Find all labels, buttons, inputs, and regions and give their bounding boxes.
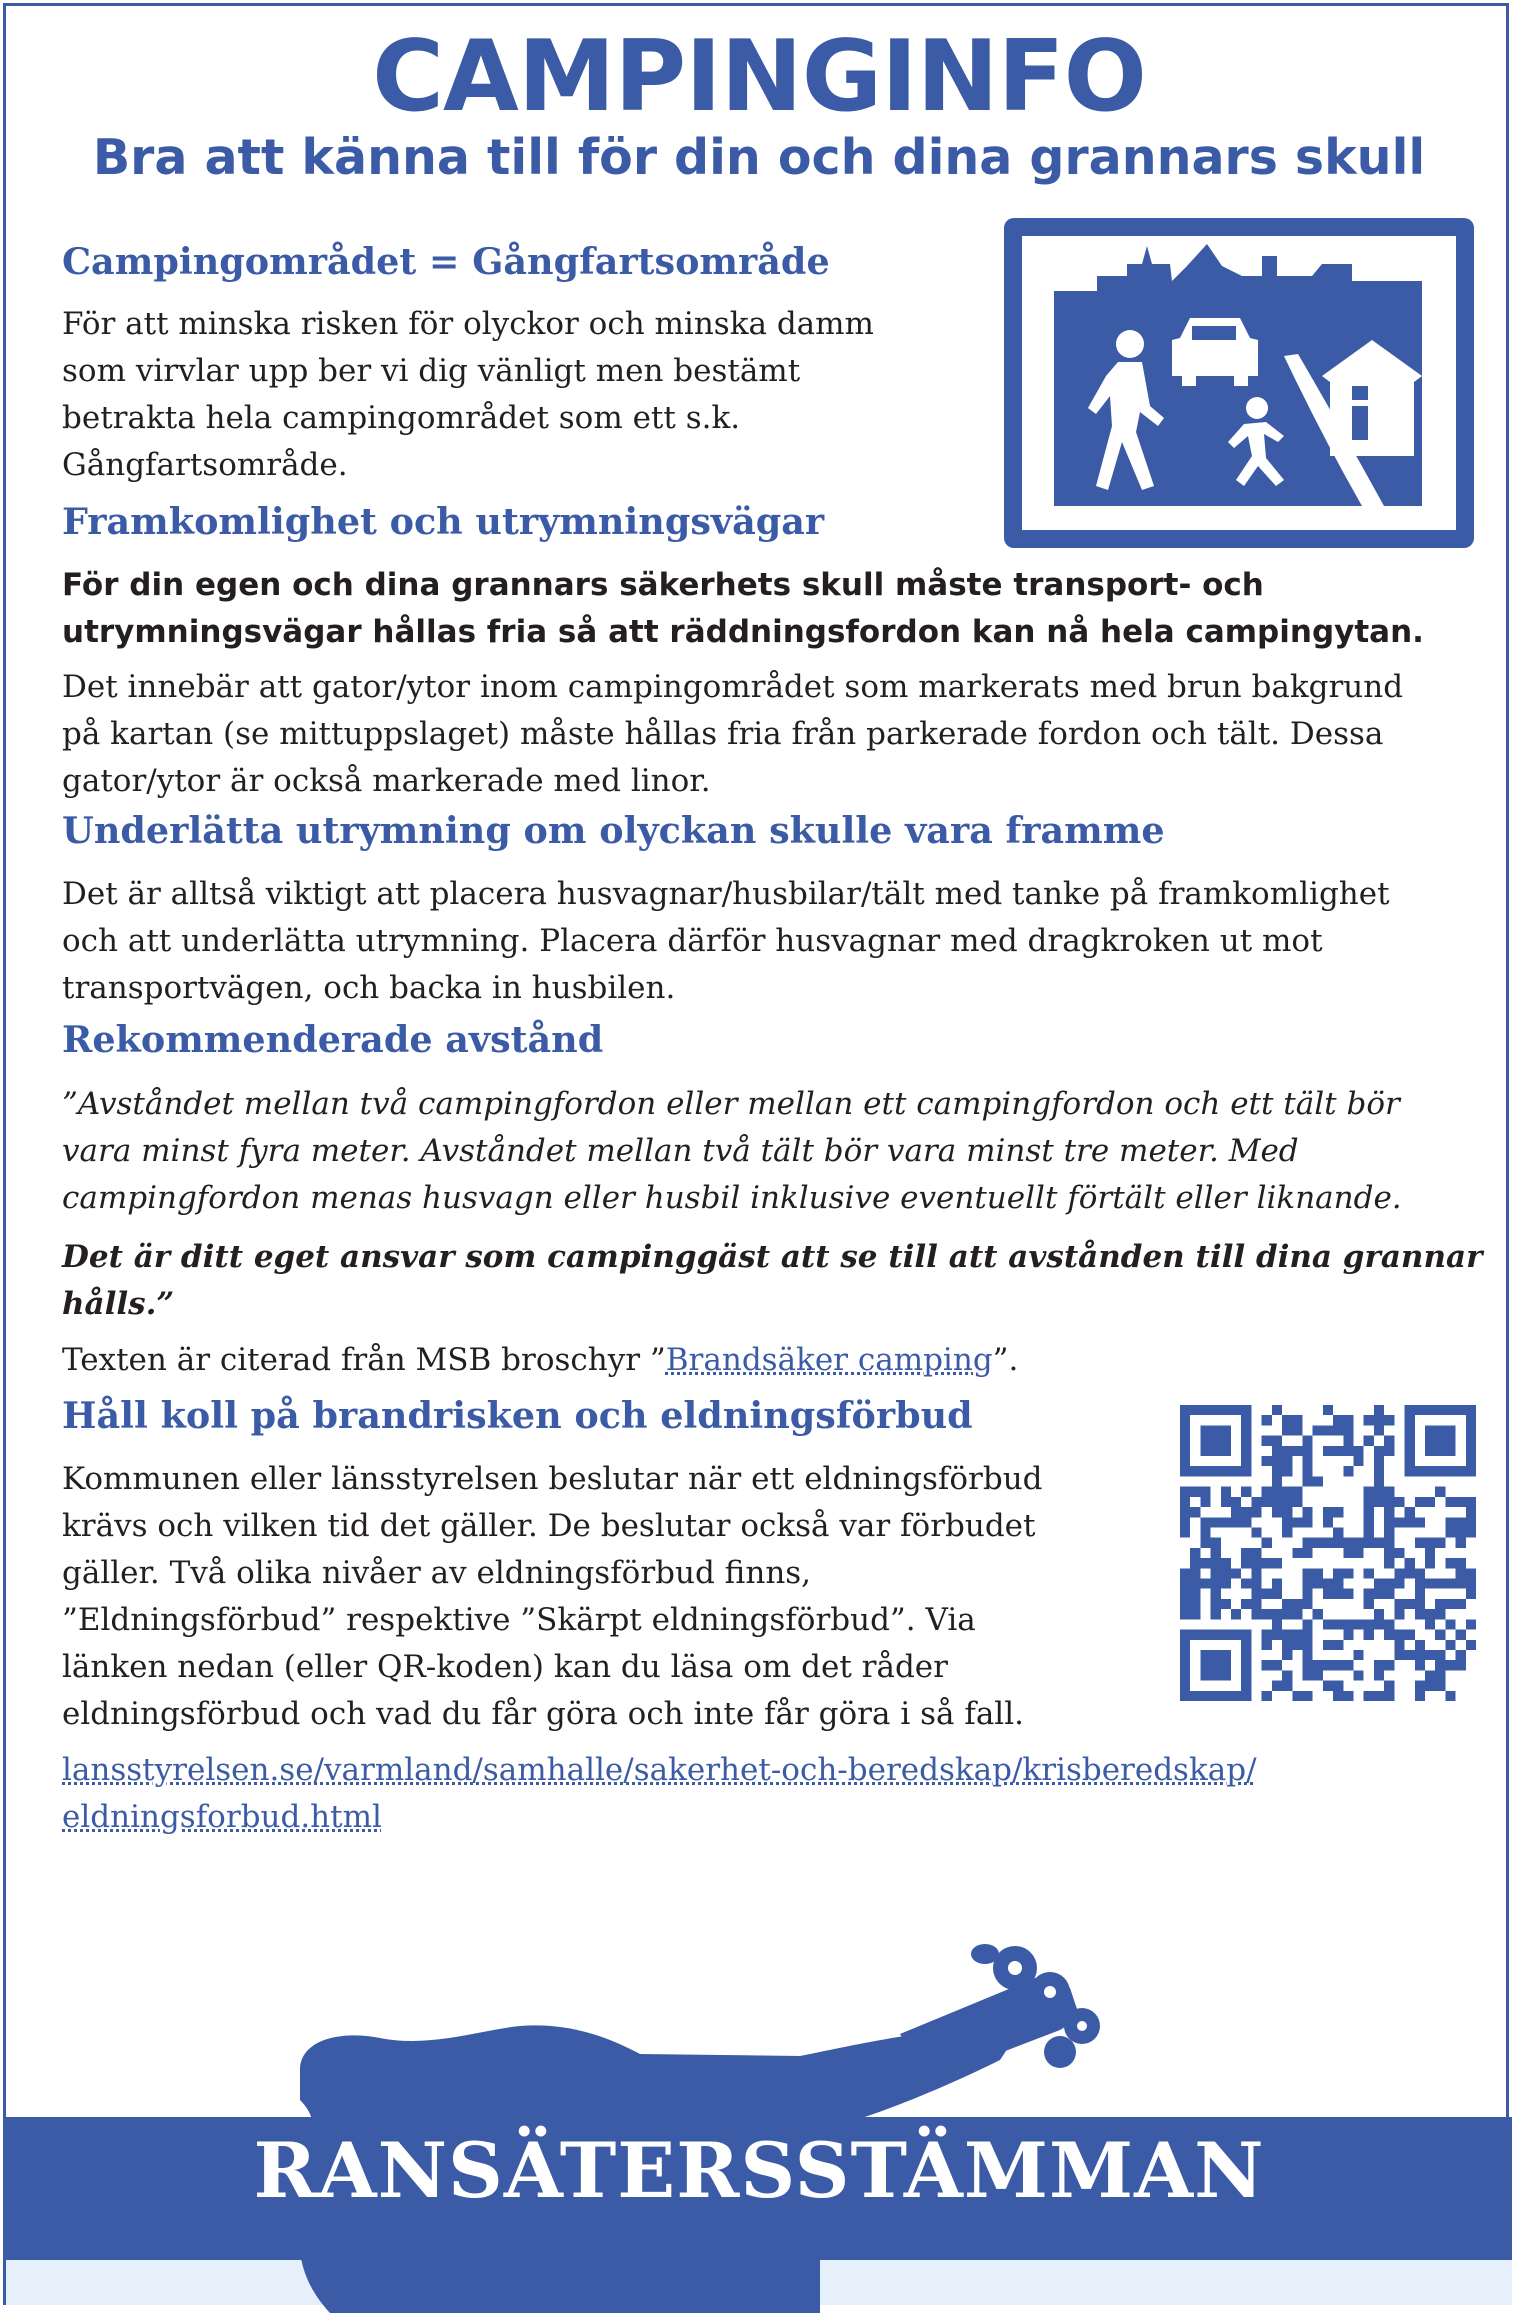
text-line: transportvägen, och backa in husbilen.: [62, 970, 676, 1006]
section-emphasis-framkomlighet: [62, 562, 1424, 656]
text-line: betrakta hela campingområdet som ett s.k.: [62, 400, 741, 436]
text-line: campingfordon menas husvagn eller husbil inklusive eventuellt förtält eller liknande.: [62, 1180, 1402, 1216]
footer-brand: RANSÄTERSSTÄMMAN: [253, 2126, 1265, 2215]
text-line: på kartan (se mittuppslaget) måste hållas fria från parkerade fordon och tält. Dessa: [62, 716, 1384, 752]
text-line: som virvlar upp ber vi dig vänligt men bestämt: [62, 353, 801, 389]
section-body-utrymning: [62, 871, 1390, 1012]
text-line: gäller. Två olika nivåer av eldningsförbud finns,: [62, 1555, 812, 1591]
link-line[interactable]: lansstyrelsen.se/varmland/samhalle/sakerhet-och-beredskap/krisberedskap/: [62, 1752, 1257, 1788]
text-line: Gångfartsområde.: [62, 447, 348, 483]
text-line: gator/ytor är också markerade med linor.: [62, 763, 711, 799]
text-line: utrymningsvägar hållas fria så att räddningsfordon kan nå hela campingytan.: [62, 614, 1424, 650]
brandsaker-camping-link[interactable]: Brandsäker camping: [665, 1342, 993, 1378]
page-title: CAMPINGINFO: [372, 20, 1146, 134]
text-line: För din egen och dina grannars säkerhets skull måste transport- och: [62, 567, 1264, 603]
text-line: Det innebär att gator/ytor inom campingområdet som markerats med brun bakgrund: [62, 669, 1404, 705]
link-line[interactable]: eldningsforbud.html: [62, 1799, 382, 1835]
sign-pictogram: [1022, 236, 1456, 530]
section-body-brandrisk: [62, 1456, 1142, 1738]
text-line: För att minska risken för olyckor och minska damm: [62, 306, 874, 342]
section-body-framkomlighet: [62, 664, 1403, 805]
eldningsforbud-link[interactable]: [62, 1747, 1257, 1841]
text-line: hålls.”: [62, 1286, 175, 1322]
source-prefix: Texten är citerad från MSB broschyr ”: [62, 1342, 666, 1378]
source-suffix: ”.: [992, 1342, 1019, 1378]
section-emphasis-avstand: [62, 1234, 1482, 1328]
section-heading-gangfart: Campingområdet = Gångfartsområde: [62, 240, 830, 283]
qr-code-icon[interactable]: [1180, 1405, 1476, 1701]
section-quote-avstand: [62, 1081, 1402, 1222]
text-line: ”Avståndet mellan två campingfordon eller mellan ett campingfordon och ett tält bör: [62, 1086, 1400, 1122]
text-line: vara minst fyra meter. Avståndet mellan två tält bör vara minst tre meter. Med: [62, 1133, 1299, 1169]
page-subtitle: Bra att känna till för din och dina grannars skull: [92, 129, 1426, 186]
text-line: krävs och vilken tid det gäller. De beslutar också var förbudet: [62, 1508, 1036, 1544]
section-heading-avstand: Rekommenderade avstånd: [62, 1018, 604, 1061]
text-line: länken nedan (eller QR-koden) kan du läsa om det råder: [62, 1649, 948, 1685]
section-heading-utrymning: Underlätta utrymning om olyckan skulle vara framme: [62, 809, 1165, 852]
section-heading-framkomlighet: Framkomlighet och utrymningsvägar: [62, 500, 825, 543]
pedestrian-zone-sign-icon: [1004, 218, 1474, 548]
text-line: Kommunen eller länsstyrelsen beslutar när ett eldningsförbud: [62, 1461, 1043, 1497]
section-body-gangfart: [62, 301, 874, 489]
text-line: eldningsförbud och vad du får göra och inte får göra i så fall.: [62, 1696, 1024, 1732]
source-citation: [62, 1337, 1018, 1384]
violin-logo-icon: [0, 1930, 1518, 2313]
text-line: och att underlätta utrymning. Placera därför husvagnar med dragkroken ut mot: [62, 923, 1323, 959]
text-line: Det är alltså viktigt att placera husvagnar/husbilar/tält med tanke på framkomlighet: [62, 876, 1390, 912]
section-heading-brandrisk: Håll koll på brandrisken och eldningsförbud: [62, 1394, 973, 1437]
text-line: ”Eldningsförbud” respektive ”Skärpt eldningsförbud”. Via: [62, 1602, 976, 1638]
text-line: Det är ditt eget ansvar som campinggäst att se till att avstånden till dina grannar: [62, 1239, 1483, 1275]
